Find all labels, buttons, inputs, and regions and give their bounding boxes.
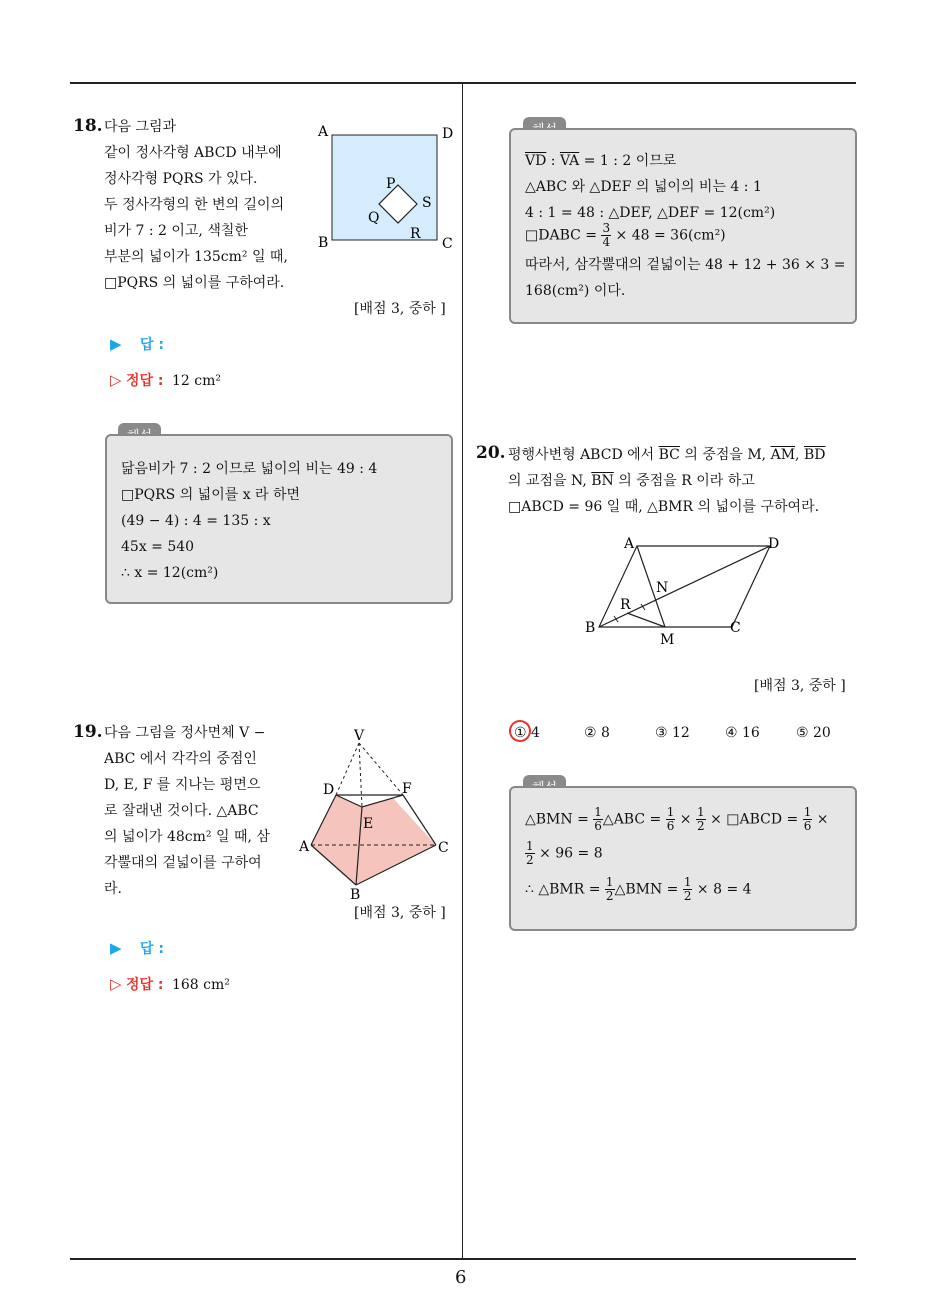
label-S: S	[422, 195, 432, 211]
q18-line: □PQRS 의 넓이를 구하여라.	[104, 275, 285, 291]
q19-score: [배점 3, 중하 ]	[354, 905, 446, 921]
choice-4[interactable]: ④ 16	[725, 725, 760, 741]
q20-line: 의 교점을 N, $\overline{BN}$ 의 중점을 R 이라 하고	[508, 473, 755, 489]
q19-solution-line: △ABC 와 △DEF 의 넓이의 비는 4 : 1	[525, 179, 762, 195]
segment-vd: $\overline{VD}$	[525, 153, 547, 169]
label-Q: Q	[368, 210, 380, 226]
q19-solution-line: $\overline{VD}$ : $\overline{VA} = 1$ : 2 이므로	[525, 153, 677, 169]
q19-correct-value: 168 cm²	[171, 977, 230, 993]
q20-line: 평행사변형 ABCD 에서 $\overline{BC}$ 의 중점을 M, $\overline{AM}$, $\overline{BD}$	[508, 447, 826, 463]
label-D: D	[323, 782, 335, 798]
q19-solution-line: 따라서, 삼각뿔대의 겉넓이는 48 + 12 + 36 × 3 =	[525, 257, 846, 273]
q19-line: D, E, F 를 지나는 평면으	[104, 777, 261, 793]
q20-solution-line: △BMN = $\frac{1}{6}$ △ABC = $\frac{1}{6}$ × $\frac{1}{2}$ × □ABCD = $\frac{1}{6}$ ×	[525, 805, 829, 833]
q19-line: 라.	[104, 881, 122, 897]
q18-answer-row	[110, 334, 164, 354]
q20-solution-line: ∴ △BMR = $\frac{1}{2}$ △BMN = $\frac{1}{2}$ × 8 = 4	[525, 875, 752, 903]
q18-line: 다음 그림과	[104, 119, 177, 135]
page-number: 6	[455, 1267, 467, 1288]
q19-solution-line: 4 : 1 = 48 : △DEF, △DEF = 12(cm²)	[525, 205, 776, 221]
q18-solution-box	[105, 434, 453, 604]
q19-correct-label: 정답 :	[126, 977, 164, 993]
choice-1[interactable]: ① 4	[514, 725, 540, 741]
q18-line: 두 정사각형의 한 변의 길이의	[104, 197, 285, 213]
label-C: C	[442, 236, 453, 252]
label-R: R	[620, 597, 631, 613]
q18-line: 같이 정사각형 ABCD 내부에	[104, 145, 282, 161]
label-F: F	[402, 781, 412, 797]
play-triangle-icon: ▶	[110, 335, 122, 353]
label-B: B	[350, 887, 361, 903]
q18-number: 18.	[73, 116, 103, 136]
q19-answer-label: 답 :	[140, 941, 164, 957]
label-N: N	[656, 580, 669, 596]
top-rule	[70, 82, 856, 84]
segment-va: $\overline{VA}$	[559, 153, 580, 169]
q18-answer-label: 답 :	[140, 337, 164, 353]
q18-correct-label: 정답 :	[126, 373, 164, 389]
outline-triangle-icon: ▷	[110, 371, 122, 389]
label-D: D	[442, 126, 454, 142]
q19-correct-row	[110, 974, 230, 994]
choice-2[interactable]: ② 8	[584, 725, 610, 741]
q18-text	[104, 114, 288, 296]
q19-text	[104, 720, 270, 902]
outline-triangle-icon: ▷	[110, 975, 122, 993]
q19-line: 각뿔대의 겉넓이를 구하여	[104, 855, 262, 871]
label-B: B	[585, 620, 596, 636]
choice-5[interactable]: ⑤ 20	[796, 725, 831, 741]
q20-score: [배점 3, 중하 ]	[754, 678, 846, 694]
column-divider	[462, 83, 463, 1260]
q18-score: [배점 3, 중하 ]	[354, 301, 446, 317]
q19-solution-box	[509, 128, 857, 324]
q19-line: 다음 그림을 정사면체 V −	[104, 725, 266, 741]
q19-line: 의 넓이가 48cm² 일 때, 삼	[104, 829, 270, 845]
label-C: C	[438, 840, 449, 856]
q19-solution-line: 168(cm²) 이다.	[525, 283, 626, 299]
q19-figure	[296, 725, 458, 905]
label-A: A	[299, 839, 310, 855]
q20-number: 20.	[476, 443, 506, 463]
label-E: E	[363, 816, 374, 832]
q18-correct-row	[110, 370, 221, 390]
q19-answer-row	[110, 938, 164, 958]
q18-line: 정사각형 PQRS 가 있다.	[104, 171, 258, 187]
play-triangle-icon: ▶	[110, 939, 122, 957]
label-B: B	[318, 235, 329, 251]
q19-solution-line: □DABC = $\frac{3}{4}$ × 48 = 36(cm²)	[525, 221, 726, 249]
q19-line: 로 잘래낸 것이다. △ABC	[104, 803, 259, 819]
q20-solution-box	[509, 786, 857, 931]
q20-line: □ABCD = 96 일 때, △BMR 의 넓이를 구하여라.	[508, 499, 820, 515]
label-A: A	[624, 536, 635, 552]
q20-figure	[580, 530, 790, 650]
q18-solution-line: 닮음비가 7 : 2 이므로 넓이의 비는 49 : 4	[121, 461, 378, 477]
q20-text	[508, 442, 825, 520]
q18-solution-line: ∴ x = 12(cm²)	[121, 565, 219, 581]
q18-solution-line: □PQRS 의 넓이를 x 라 하면	[121, 487, 301, 503]
label-M: M	[660, 632, 675, 648]
fraction-3-4: $\frac{3}{4}$	[602, 221, 611, 249]
q19-line: ABC 에서 각각의 중점인	[104, 751, 257, 767]
choice-3[interactable]: ③ 12	[655, 725, 690, 741]
q19-number: 19.	[73, 722, 103, 742]
q18-line: 비가 7 : 2 이고, 색칠한	[104, 223, 248, 239]
label-V: V	[354, 728, 365, 744]
label-R: R	[410, 226, 421, 242]
square-abcd	[332, 135, 437, 240]
q18-solution-line: (49 − 4) : 4 = 135 : x	[121, 513, 271, 529]
q18-line: 부분의 넓이가 135cm² 일 때,	[104, 249, 288, 265]
label-P: P	[386, 176, 396, 192]
label-D: D	[768, 536, 780, 552]
q18-correct-value: 12 cm²	[171, 373, 221, 389]
q20-solution-line: $\frac{1}{2}$ × 96 = 8	[526, 839, 603, 867]
bottom-rule	[70, 1258, 856, 1260]
label-C: C	[730, 620, 741, 636]
q18-figure	[310, 118, 460, 258]
label-A: A	[318, 124, 329, 140]
q18-solution-line: 45x = 540	[121, 539, 195, 555]
